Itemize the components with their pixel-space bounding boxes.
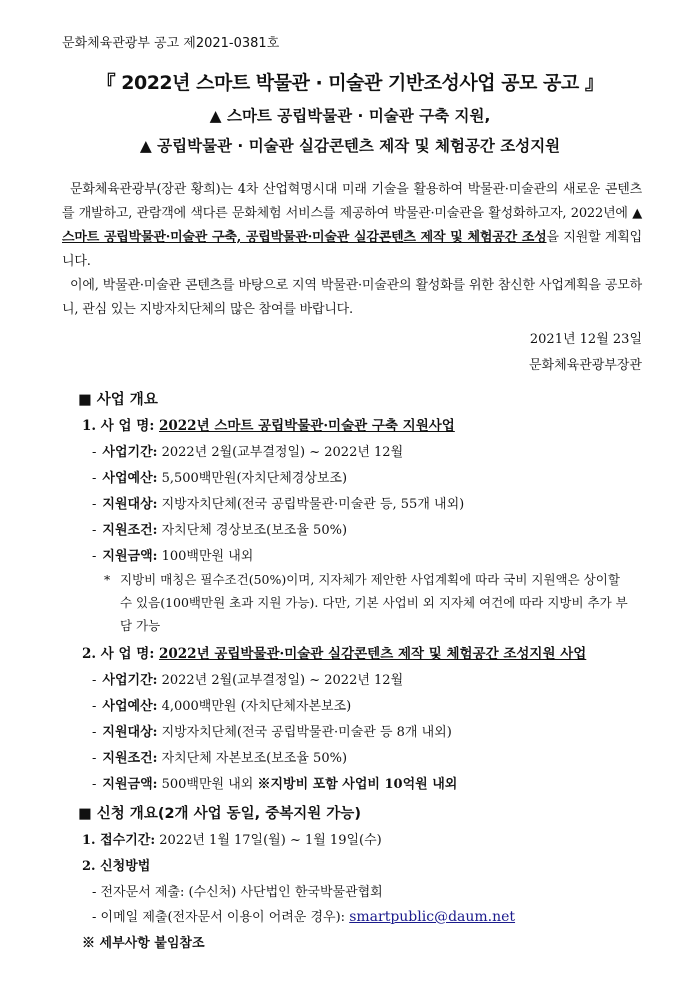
bullet-dash: - <box>92 725 97 740</box>
row-value: 500백만원 내외 <box>157 777 258 792</box>
bullet-dash: - <box>92 549 97 564</box>
row-label: 지원금액: <box>102 549 158 564</box>
item2-name: 2022년 공립박물관·미술관 실감콘텐츠 제작 및 체험공간 조성지원 사업 <box>159 646 587 662</box>
application-method <box>82 855 150 874</box>
amount-extra-note: ※지방비 포함 사업비 10억원 내외 <box>257 777 458 792</box>
row-value: 2022년 2월(교부결정일) ~ 2022년 12월 <box>157 673 404 688</box>
details-footnote: ※ 세부사항 붙임참조 <box>82 936 205 951</box>
row-value: 지방자치단체(전국 공립박물관·미술관 등, 55개 내외) <box>157 497 465 512</box>
row-label: 지원대상: <box>102 497 158 512</box>
subtitle-smart-museum: ▲ 스마트 공립박물관 · 미술관 구축 지원, <box>209 107 491 125</box>
row-label: 지원조건: <box>102 523 158 538</box>
bullet-dash: - <box>92 497 97 512</box>
row-label: 사업예산: <box>102 471 158 486</box>
item1-row-amount <box>92 545 253 564</box>
row-value: 2022년 2월(교부결정일) ~ 2022년 12월 <box>157 445 404 460</box>
row-value: 5,500백만원(자치단체경상보조) <box>157 471 348 486</box>
note-text: 지방비 매칭은 필수조건(50%)이며, 지자체가 제안한 사업계획에 따라 국비 지원액은 상이할 수 있음(100백만원 초과 지원 가능). 다만, 기본 사업비 외 지자체 여건에 따라 지방비 추가 부담 가능 <box>120 572 628 633</box>
document-number: 문화체육관광부 공고 제2021-0381호 <box>62 36 280 51</box>
method-electronic-document: - 전자문서 제출: (수신처) 사단법인 한국박물관협회 <box>92 885 383 900</box>
method-email-label: - 이메일 제출(전자문서 이용이 어려운 경우): <box>92 910 350 925</box>
announcement-date: 2021년 12월 23일 <box>529 332 642 347</box>
row-value: 지방자치단체(전국 공립박물관·미술관 등 8개 내외) <box>157 725 452 740</box>
subtitle-immersive-content: ▲ 공립박물관 · 미술관 실감콘텐츠 제작 및 체험공간 조성지원 <box>139 137 561 155</box>
bullet-dash: - <box>92 471 97 486</box>
item2-row-budget <box>92 695 351 714</box>
item2-row-target <box>92 721 452 740</box>
signer: 문화체육관광부장관 <box>528 358 642 373</box>
row-label: 사업예산: <box>102 699 158 714</box>
email-link[interactable]: smartpublic@daum.net <box>349 909 516 925</box>
intro-p1-highlight: 스마트 공립박물관·미술관 구축, 공립박물관·미술관 실감콘텐츠 제작 및 체험공간 조성 <box>62 230 547 245</box>
item1-title <box>82 414 455 434</box>
section-business-overview: ■ 사업 개요 <box>78 392 158 408</box>
item1-row-budget <box>92 467 347 486</box>
intro-paragraph-2: 이에, 박물관·미술관 콘텐츠를 바탕으로 지역 박물관·미술관의 활성화를 위한 참신한 사업계획을 공모하니, 관심 있는 지방자치단체의 많은 참여를 바랍니다. <box>62 278 642 317</box>
bullet-dash: - <box>92 523 97 538</box>
method-label: 2. 신청방법 <box>82 859 151 874</box>
application-period <box>82 829 382 848</box>
intro-p1-end: 을 지원할 계획입니다. <box>62 230 642 269</box>
row-value: 100백만원 내외 <box>157 549 254 564</box>
bullet-dash: - <box>92 777 97 792</box>
item1-name: 2022년 스마트 공립박물관·미술관 구축 지원사업 <box>159 418 455 434</box>
item2-row-period <box>92 669 403 688</box>
bullet-dash: - <box>92 751 97 766</box>
method-email <box>92 906 515 925</box>
note-asterisk: * <box>104 572 111 587</box>
page-title: 『 2022년 스마트 박물관 · 미술관 기반조성사업 공모 공고 』 <box>96 72 604 94</box>
row-value: 자치단체 경상보조(보조율 50%) <box>157 523 348 538</box>
row-label: 지원금액: <box>102 777 158 792</box>
row-value: 4,000백만원 (자치단체자본보조) <box>157 699 352 714</box>
intro-p1-start: 문화체육관광부(장관 황희)는 4차 산업혁명시대 미래 기술을 활용하여 박물관·미술관의 새로운 콘텐츠를 개발하고, 관람객에 색다른 문화체험 서비스를 제공하여 박물관·미술관을 활성화하고자, 2022년에 ▲ <box>62 182 642 221</box>
row-label: 사업기간: <box>102 673 158 688</box>
item1-note <box>104 568 634 637</box>
period-value: 2022년 1월 17일(월) ~ 1월 19일(수) <box>155 833 382 848</box>
item2-prefix: 2. 사 업 명: <box>82 646 159 662</box>
item2-row-condition <box>92 747 347 766</box>
intro-paragraph-1 <box>62 178 642 274</box>
bullet-dash: - <box>92 699 97 714</box>
item1-row-condition <box>92 519 347 538</box>
bullet-dash: - <box>92 445 97 460</box>
bullet-dash: - <box>92 673 97 688</box>
item2-row-amount <box>92 773 457 792</box>
row-label: 사업기간: <box>102 445 158 460</box>
item1-row-target <box>92 493 464 512</box>
item1-prefix: 1. 사 업 명: <box>82 418 159 434</box>
section-application-overview: ■ 신청 개요(2개 사업 동일, 중복지원 가능) <box>78 806 361 822</box>
row-value: 자치단체 자본보조(보조율 50%) <box>157 751 348 766</box>
period-label: 1. 접수기간: <box>82 833 156 848</box>
item2-title <box>82 642 586 662</box>
intro-text <box>62 178 642 322</box>
row-label: 지원대상: <box>102 725 158 740</box>
row-label: 지원조건: <box>102 751 158 766</box>
item1-row-period <box>92 441 403 460</box>
